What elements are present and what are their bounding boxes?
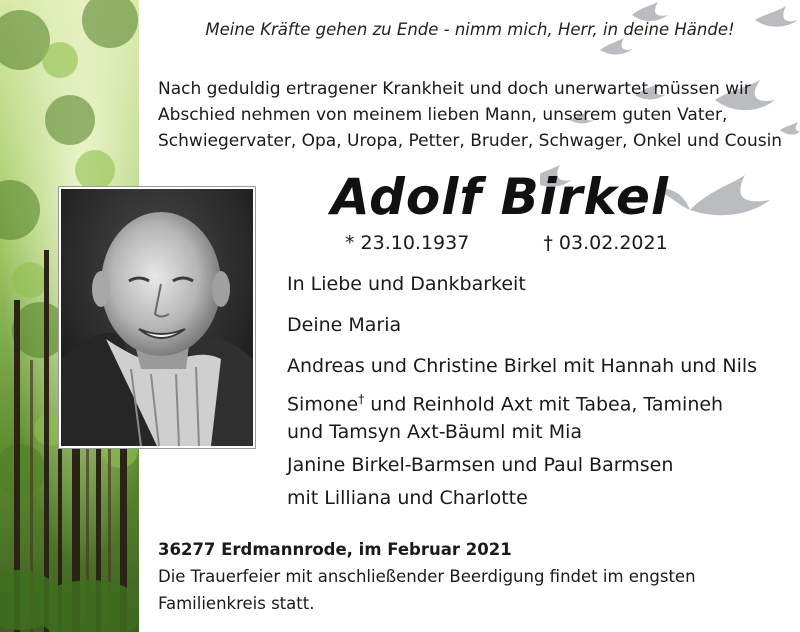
simone-name: Simone: [287, 393, 359, 416]
ceremony-text: Die Trauerfeier mit anschließender Beerdigung findet im engsten: [158, 567, 696, 586]
life-dates: [345, 232, 668, 254]
family-line: und Tamsyn Axt-Bäuml mit Mia: [287, 421, 583, 443]
simone-rest: und Reinhold Axt mit Tabea, Tamineh: [364, 393, 724, 416]
intro-line: Schwiegervater, Opa, Uropa, Petter, Bruder, Schwager, Onkel und Cousin: [158, 131, 783, 151]
motto-text: Meine Kräfte gehen zu Ende - nimm mich, Herr, in deine Hände!: [205, 20, 735, 39]
intro-line: Abschied nehmen von meinem lieben Mann, unserem guten Vater,: [158, 105, 728, 125]
survivors-list: [287, 268, 787, 515]
deceased-name: Adolf Birkel: [330, 168, 670, 226]
portrait-photo: [59, 187, 255, 448]
family-line: mit Lilliana und Charlotte: [287, 487, 528, 509]
gratitude-line: In Liebe und Dankbarkeit: [287, 273, 526, 295]
spouse-line: Deine Maria: [287, 314, 402, 336]
death-date: † 03.02.2021: [543, 232, 668, 254]
intro-paragraph: [158, 76, 788, 154]
place-date: 36277 Erdmannrode, im Februar 2021: [158, 540, 512, 559]
family-line: [287, 383, 787, 416]
footer: [158, 536, 788, 617]
ceremony-text: Familienkreis statt.: [158, 594, 315, 613]
family-line: Janine Birkel-Barmsen und Paul Barmsen: [287, 454, 674, 476]
family-line: Andreas und Christine Birkel mit Hannah und Nils: [287, 355, 758, 377]
birth-date: * 23.10.1937: [345, 232, 470, 254]
deceased-mark: †: [358, 392, 365, 406]
intro-line: Nach geduldig ertragener Krankheit und doch unerwartet müssen wir: [158, 79, 751, 99]
